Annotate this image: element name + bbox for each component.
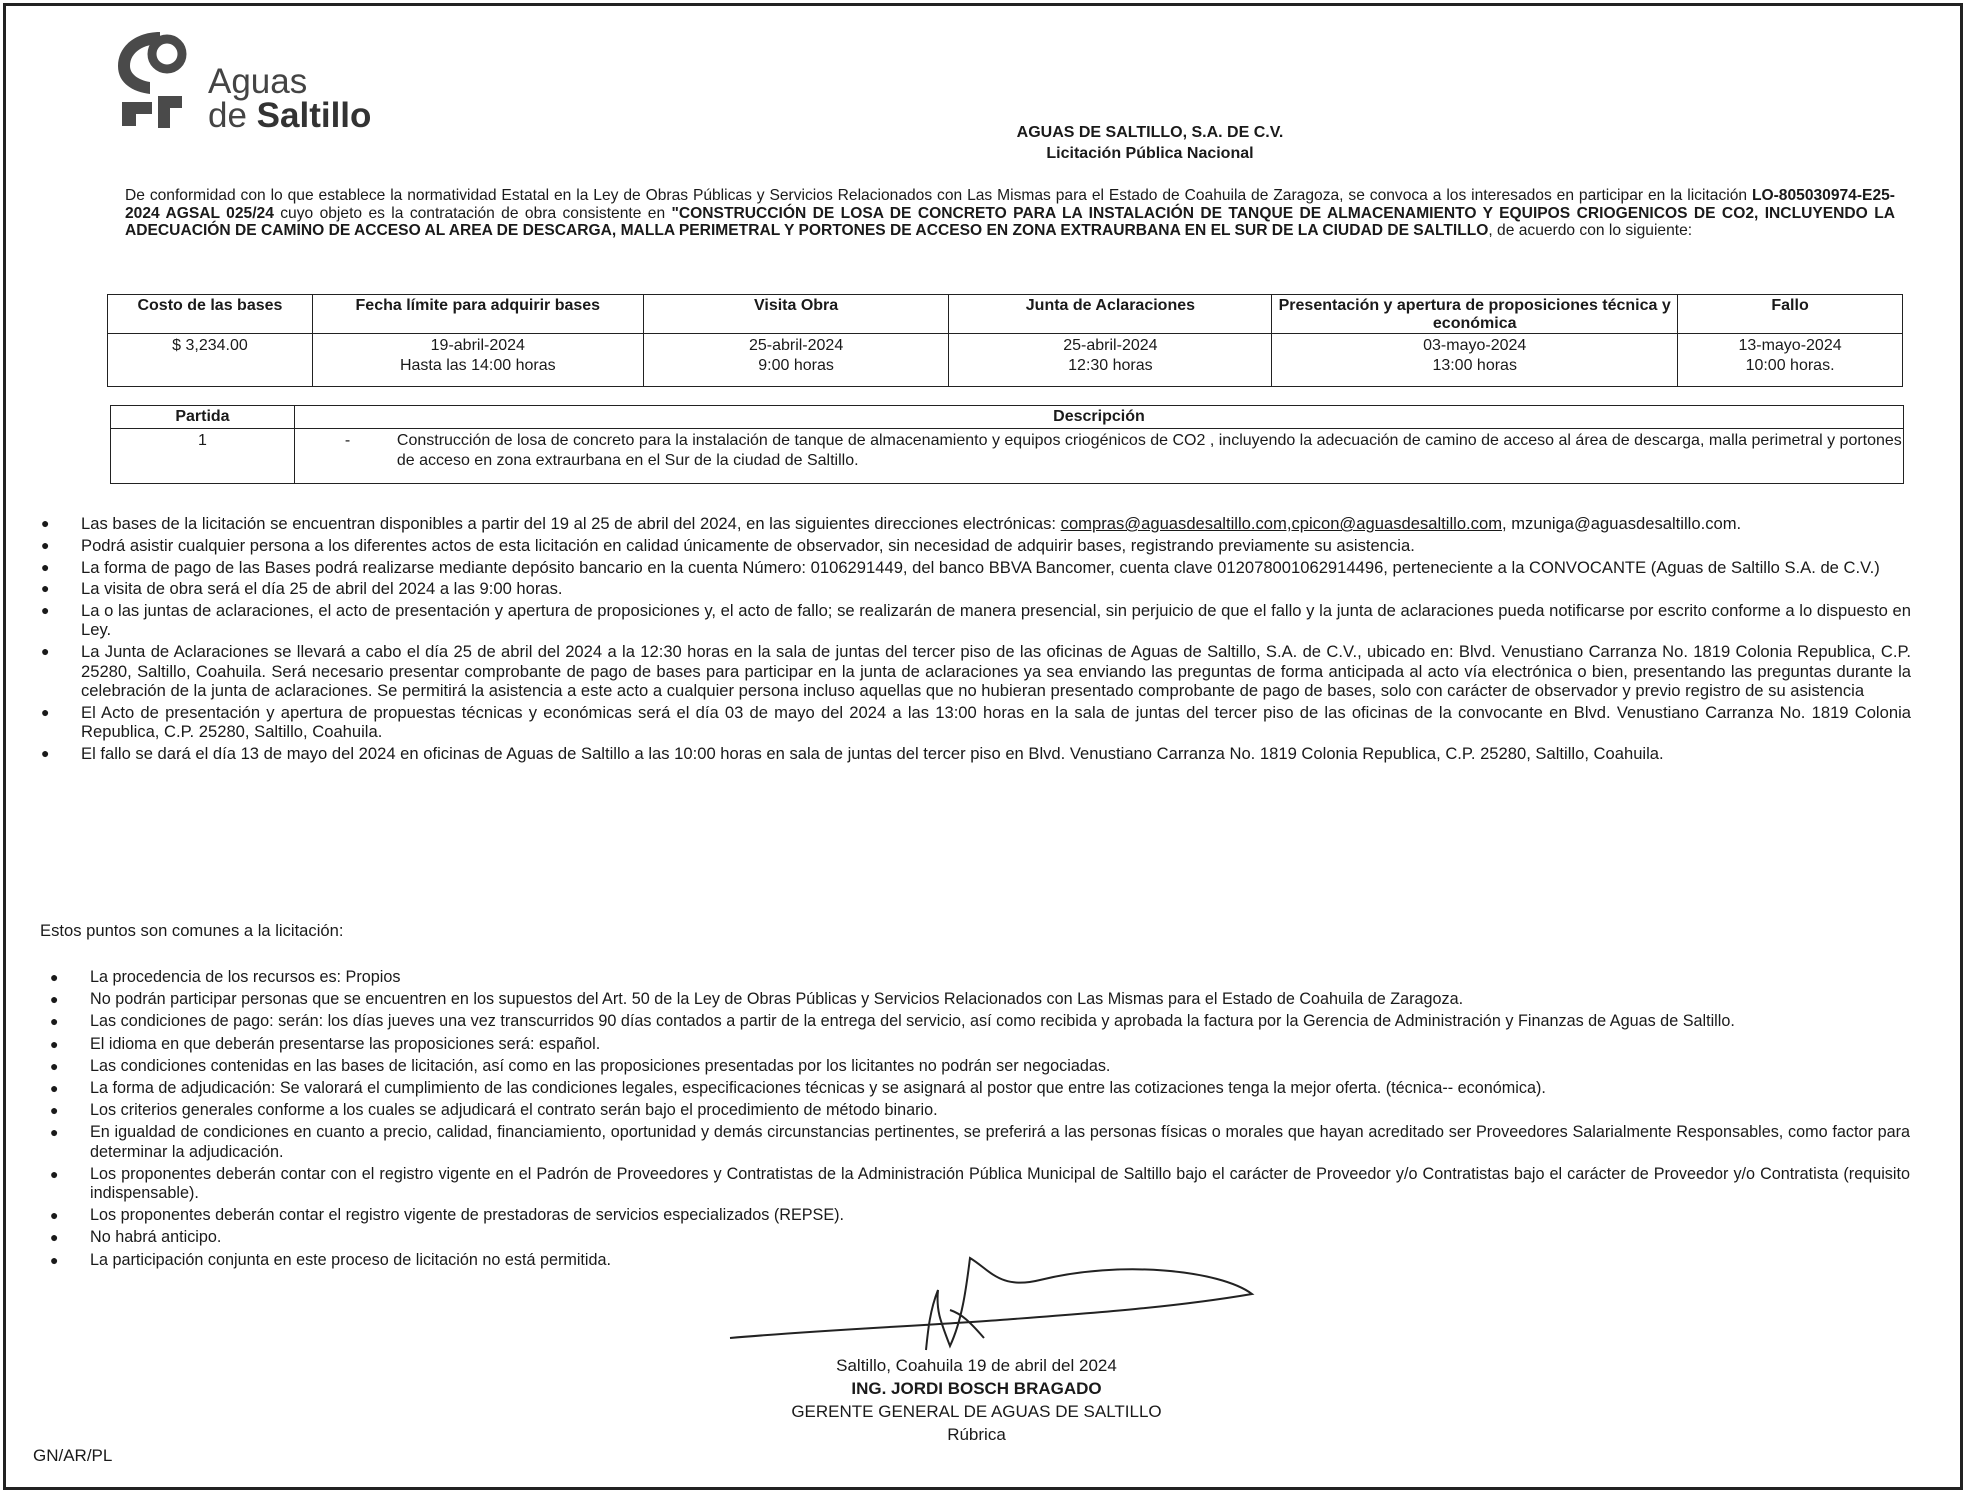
list-item: ● La forma de pago de las Bases podrá realizarse mediante depósito bancario en la cuenta Número: 0106291449, del banco BBVA Bancomer, cuenta clave 012078001062914496, perteneciente a la CONVOCANTE (Aguas de Saltillo S.A. de C.V.) xyxy=(41,557,1880,577)
cell-descripcion: - Construcción de losa de concreto para la instalación de tanque de almacenamiento y equipos criogénicos de CO2 , incluyendo la adecuación de camino de acceso al área de descarga, malla perimetral y portones de acceso en zona extraurbana en el Sur de la ciudad de Saltillo. xyxy=(294,429,1903,484)
tender-id: LO-805030974-E25-2024 AGSAL 025/24 xyxy=(125,187,1895,222)
cell-deadline: 19-abril-2024 Hasta las 14:00 horas xyxy=(312,334,643,387)
bullet-icon: ● xyxy=(50,1251,59,1268)
schedule-table xyxy=(107,294,1903,387)
cell-clarifications: 25-abril-2024 12:30 horas xyxy=(949,334,1272,387)
header-partida: Partida xyxy=(111,406,295,429)
document-initials: GN/AR/PL xyxy=(33,1446,113,1465)
header-ruling: Fallo xyxy=(1678,295,1903,334)
common-bullet-list xyxy=(50,968,1910,1273)
header-proposals: Presentación y apertura de proposiciones técnica y económica xyxy=(1272,295,1678,334)
signer-position: GERENTE GENERAL DE AGUAS DE SALTILLO xyxy=(791,1402,1162,1421)
list-item: ● La Junta de Aclaraciones se llevará a cabo el día 25 de abril del 2024 a la 12:30 horas en la sala de juntas del tercer piso de las oficinas de Aguas de Saltillo, S.A. de C.V., ubicado en: Blvd. Venustiano Carranza No. 1819 Colonia Republica, C.P. 25280, Saltillo, Coahuila. Será necesario presentar comprobante de pago de bases para participar en la junta de aclaraciones ya sea enviando las preguntas de forma anticipada al acto vía electrónica o bien, presentando las preguntas durante la celebración de la junta de aclaraciones. Se permitirá la asistencia a este acto a cualquier persona incluso aquellas que no hubieran presentado comprobante de pago de bases, solo con carácter de observador y previo registro de su asistencia xyxy=(41,642,1911,700)
tender-object: "CONSTRUCCIÓN DE LOSA DE CONCRETO PARA LA INSTALACIÓN DE TANQUE DE ALMACENAMIENTO Y EQUIPOS CRIOGENICOS DE CO2, INCLUYENDO LA ADECUACIÓN DE CAMINO DE ACCESO AL AREA DE DESCARGA, MALLA PERIMETRAL Y PORTONES DE ACCESO EN ZONA EXTRAURBANA EN EL SUR DE LA CIUDAD DE SALTILLO xyxy=(125,204,1895,239)
list-item: ● La participación conjunta en este proceso de licitación no está permitida. xyxy=(50,1250,612,1269)
cell-cost: $ 3,234.00 xyxy=(108,334,313,387)
list-item: ● Los proponentes deberán contar con el registro vigente en el Padrón de Proveedores y Contratistas de la Administración Pública Municipal de Saltillo bajo el carácter de Proveedor y/o Contratistas bajo el carácter de Proveedor y/o Contratista (requisito indispensable). xyxy=(50,1164,1910,1203)
bullet-icon: ● xyxy=(41,602,50,619)
list-item: ● No podrán participar personas que se encuentren en los supuestos del Art. 50 de la Ley de Obras Públicas y Servicios Relacionados con Las Mismas para el Estado de Coahuila de Zaragoza. xyxy=(50,990,1464,1009)
items-row xyxy=(111,429,1904,484)
common-points-title: Estos puntos son comunes a la licitación: xyxy=(40,921,344,940)
email-links[interactable]: compras@aguasdesaltillo.com,cpicon@aguasdesaltillo.com xyxy=(1060,514,1503,533)
bullet-icon: ● xyxy=(50,969,59,985)
items-header-row xyxy=(111,406,1904,429)
bullet-icon: ● xyxy=(41,744,50,761)
header-deadline: Fecha límite para adquirir bases xyxy=(312,295,643,334)
cell-ruling: 13-mayo-2024 10:00 horas. xyxy=(1678,334,1903,387)
bullet-icon: ● xyxy=(50,1124,59,1141)
list-item: ● El idioma en que deberán presentarse las proposiciones será: español. xyxy=(50,1034,601,1053)
main-bullet-list xyxy=(41,514,1911,766)
header-descripcion: Descripción xyxy=(294,406,1903,429)
handwritten-signature xyxy=(700,1250,1260,1370)
header-site-visit: Visita Obra xyxy=(643,295,949,334)
schedule-value-row xyxy=(108,334,1903,387)
place-date: Saltillo, Coahuila 19 de abril del 2024 xyxy=(836,1356,1117,1375)
header-clarifications: Junta de Aclaraciones xyxy=(949,295,1272,334)
bullet-icon: ● xyxy=(41,643,50,660)
logo-word-aguas: Aguas xyxy=(208,62,308,101)
list-item: ● Los proponentes deberán contar el registro vigente de prestadoras de servicios especializados (REPSE). xyxy=(50,1206,845,1225)
list-item: ● Podrá asistir cualquier persona a los diferentes actos de esta licitación en calidad únicamente de observador, sin necesidad de adquirir bases, registrando previamente su asistencia. xyxy=(41,535,1415,555)
list-item: ● Las condiciones de pago: serán: los días jueves una vez transcurridos 90 días contados a partir de la entrega del servicio, así como recibida y aprobada la factura por la Gerencia de Administración y Finanzas de Aguas de Saltillo. xyxy=(50,1012,1735,1031)
company-logo-icon xyxy=(112,28,192,132)
list-item: ● La o las juntas de aclaraciones, el acto de presentación y apertura de proposiciones y, el acto de fallo; se realizarán de manera presencial, sin perjuicio de que el fallo y la junta de aclaraciones pueda notificarse por escrito conforme a lo dispuesto en Ley. xyxy=(41,601,1911,640)
list-item: ● La procedencia de los recursos es: Propios xyxy=(50,968,401,986)
bullet-icon: ● xyxy=(41,580,50,597)
bullet-icon: ● xyxy=(50,1229,59,1246)
list-item: ● Los criterios generales conforme a los cuales se adjudicará el contrato serán bajo el procedimiento de método binario. xyxy=(50,1101,938,1120)
bullet-icon: ● xyxy=(41,515,50,531)
schedule-header-row xyxy=(108,295,1903,334)
tender-type: Licitación Pública Nacional xyxy=(1046,145,1254,162)
bullet-icon: ● xyxy=(50,1165,59,1182)
cell-partida: 1 xyxy=(111,429,295,484)
bullet-icon: ● xyxy=(50,1207,59,1224)
signer-name: ING. JORDI BOSCH BRAGADO xyxy=(851,1379,1102,1398)
list-item: ● El Acto de presentación y apertura de propuestas técnicas y económicas será el día 03 de mayo del 2024 a las 13:00 horas en la sala de juntas del tercer piso de las oficinas de la convocante en Blvd. Venustiano Carranza No. 1819 Colonia Republica, C.P. 25280, Saltillo, Coahuila. xyxy=(41,702,1911,741)
bullet-icon: ● xyxy=(50,1102,59,1119)
items-table xyxy=(110,405,1904,484)
logo-word-de-saltillo: de Saltillo xyxy=(208,96,372,135)
list-item: ● La visita de obra será el día 25 de abril del 2024 a las 9:00 horas. xyxy=(41,579,563,599)
cell-site-visit: 25-abril-2024 9:00 horas xyxy=(643,334,949,387)
signature-note: Rúbrica xyxy=(947,1425,1006,1444)
list-item: ● La forma de adjudicación: Se valorará el cumplimiento de las condiciones legales, especificaciones técnicas y se asignará al postor que entre las cotizaciones tenga la mejor oferta. (técnica-- económica). xyxy=(50,1079,1546,1098)
bullet-icon: ● xyxy=(50,1057,59,1074)
header-cost: Costo de las bases xyxy=(108,295,313,334)
list-item: ● No habrá anticipo. xyxy=(50,1228,222,1247)
list-item: ● Las condiciones contenidas en las bases de licitación, así como en las proposiciones presentadas por los licitantes no podrán ser negociadas. xyxy=(50,1056,1111,1075)
bullet-icon: ● xyxy=(41,558,50,575)
cell-proposals: 03-mayo-2024 13:00 horas xyxy=(1272,334,1678,387)
bullet-icon: ● xyxy=(50,1013,59,1030)
bullet-icon: ● xyxy=(50,1035,59,1052)
aguas-de-saltillo-logo xyxy=(112,28,392,138)
list-item: ● El fallo se dará el día 13 de mayo del 2024 en oficinas de Aguas de Saltillo a las 10:00 horas en sala de juntas del tercer piso en Blvd. Venustiano Carranza No. 1819 Colonia Republica, C.P. 25280, Saltillo, Coahuila. xyxy=(41,743,1664,763)
company-name: AGUAS DE SALTILLO, S.A. DE C.V. xyxy=(1016,124,1284,141)
bullet-icon: ● xyxy=(41,536,50,553)
intro-paragraph: De conformidad con lo que establece la normatividad Estatal en la Ley de Obras Públicas y Servicios Relacionados con Las Mismas para el Estado de Coahuila de Zaragoza, se convoca a los interesados en participar en la licitación LO-805030974-E25-2024 AGSAL 025/24 cuyo objeto es la contratación de obra consistente en "CONSTRUCCIÓN DE LOSA DE CONCRETO PARA LA INSTALACIÓN DE TANQUE DE ALMACENAMIENTO Y EQUIPOS CRIOGENICOS DE CO2, INCLUYENDO LA ADECUACIÓN DE CAMINO DE ACCESO AL AREA DE DESCARGA, MALLA PERIMETRAL Y PORTONES DE ACCESO EN ZONA EXTRAURBANA EN EL SUR DE LA CIUDAD DE SALTILLO, de acuerdo con lo siguiente: xyxy=(125,187,1895,239)
list-item: ● Las bases de la licitación se encuentran disponibles a partir del 19 al 25 de abril del 2024, en las siguientes direcciones electrónicas: compras@aguasdesaltillo.com,cpicon@aguasdesaltillo.com, mzuniga@aguasdesaltillo.com. xyxy=(41,514,1742,533)
list-item: ● En igualdad de condiciones en cuanto a precio, calidad, financiamiento, oportunidad y demás circunstancias pertinentes, se preferirá a las personas físicas o morales que hayan acreditado ser Proveedores Salarialmente Responsables, como factor para determinar la adjudicación. xyxy=(50,1123,1910,1161)
bullet-icon: ● xyxy=(50,991,59,1008)
bullet-icon: ● xyxy=(50,1080,59,1097)
bullet-icon: ● xyxy=(41,703,50,720)
